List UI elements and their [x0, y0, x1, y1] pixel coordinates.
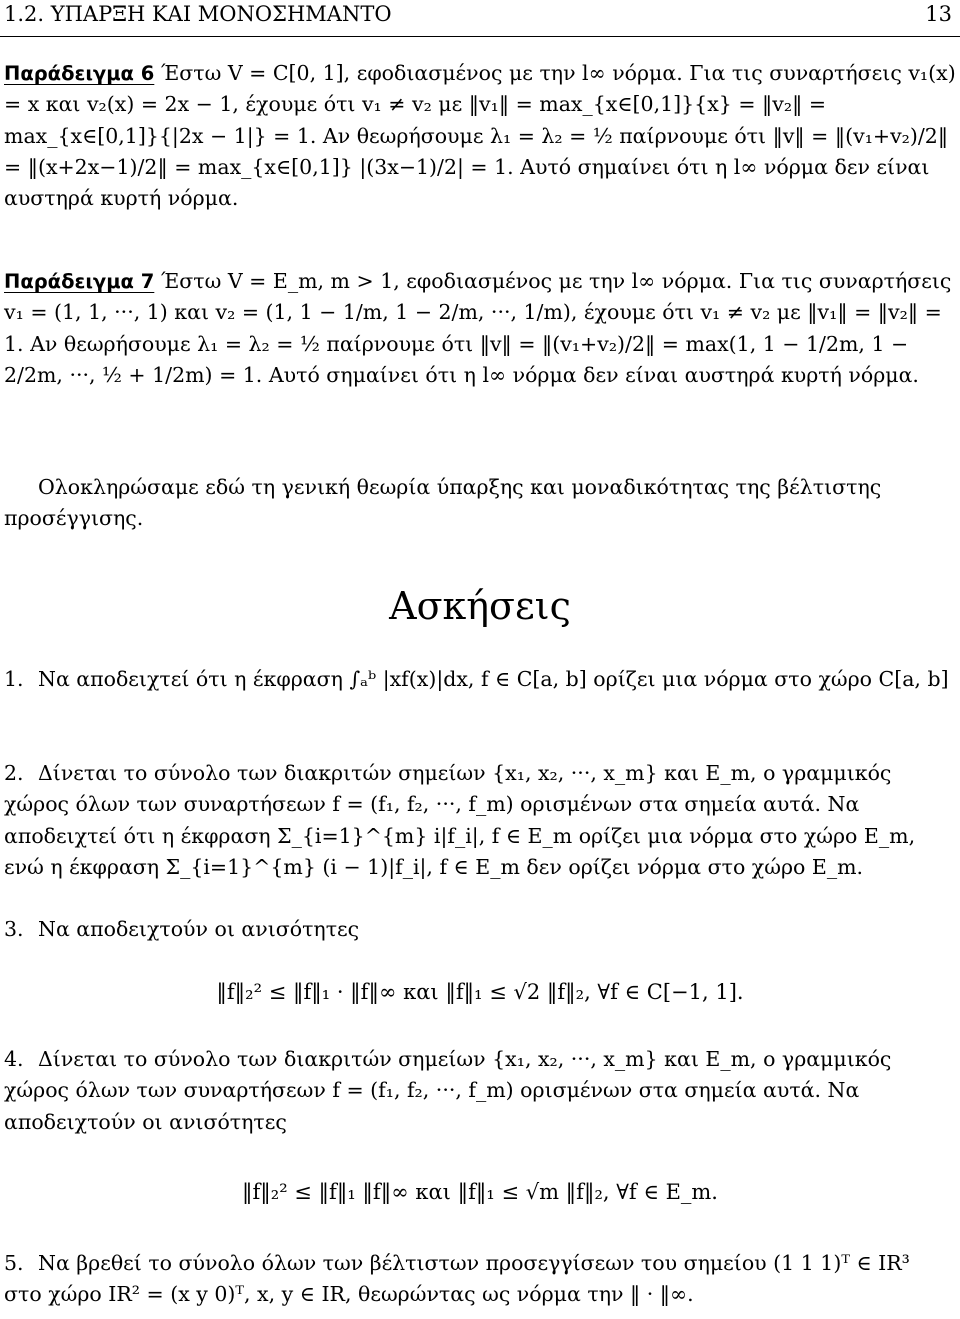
example-7-label: Παράδειγμα 7 — [4, 270, 155, 293]
header-rule — [0, 36, 960, 37]
page-number: 13 — [925, 2, 952, 26]
exercise-3-inequalities: ‖f‖₂² ≤ ‖f‖₁ · ‖f‖∞ και ‖f‖₁ ≤ √2 ‖f‖₂, ∀f ∈ C[−1, 1]. — [216, 980, 744, 1004]
exercise-number: 3. — [4, 917, 24, 941]
exercises-heading: Ασκήσεις — [389, 584, 571, 628]
example-7 — [4, 266, 956, 391]
exercise-number: 5. — [4, 1251, 24, 1275]
exercise-4-inequalities: ‖f‖₂² ≤ ‖f‖₁ ‖f‖∞ και ‖f‖₁ ≤ √m ‖f‖₂, ∀f ∈ E_m. — [242, 1180, 718, 1204]
exercise-2 — [4, 758, 954, 883]
exercise-4 — [4, 1044, 954, 1138]
exercise-5 — [4, 1248, 954, 1311]
conclusion-paragraph: Ολοκληρώσαμε εδώ τη γενική θεωρία ύπαρξης και μοναδικότητας της βέλτιστης προσέγγισης. — [4, 475, 882, 531]
exercise-text: Δίνεται το σύνολο των διακριτών σημείων {x₁, x₂, ···, x_m} και E_m, ο γραμμικός χώρος όλων των συναρτήσεων f = (f₁, f₂, ···, f_m) ορισμένων στα σημεία αυτά. Να αποδειχτούν οι ανισότητες — [4, 1047, 892, 1134]
exercise-3 — [4, 914, 954, 945]
section-title: 1.2. ΥΠΑΡΞΗ ΚΑΙ ΜΟΝΟΣΗΜΑΝΤΟ — [4, 2, 392, 26]
exercise-number: 2. — [4, 761, 24, 785]
exercise-number: 1. — [4, 667, 24, 691]
exercise-number: 4. — [4, 1047, 24, 1071]
example-7-text: Έστω V = E_m, m > 1, εφοδιασμένος με την l∞ νόρμα. Για τις συναρτήσεις v₁ = (1, 1, ···, 1) και v₂ = (1, 1 − 1/m, 1 − 2/m, ···, 1/m), έχουμε ότι v₁ ≠ v₂ με ‖v₁‖ = ‖v₂‖ = 1. Αν θεωρήσουμε λ₁ = λ₂ = ½ παίρνουμε ότι ‖v‖ = ‖(v₁+v₂)/2‖ = max(1, 1 − 1/2m, 1 − 2/2m, ···, ½ + 1/2m) = 1. Αυτό σημαίνει ότι η l∞ νόρμα δεν είναι αυστηρά κυρτή νόρμα. — [4, 269, 952, 387]
example-6-label: Παράδειγμα 6 — [4, 62, 155, 85]
exercise-text: Να βρεθεί το σύνολο όλων των βέλτιστων προσεγγίσεων του σημείου (1 1 1)ᵀ ∈ IR³ στο χώρο IR² = (x y 0)ᵀ, x, y ∈ IR, θεωρώντας ως νόρμα την ‖ · ‖∞. — [4, 1251, 910, 1307]
example-6 — [4, 58, 956, 214]
running-header — [4, 2, 952, 32]
exercise-text: Δίνεται το σύνολο των διακριτών σημείων {x₁, x₂, ···, x_m} και E_m, ο γραμμικός χώρος όλων των συναρτήσεων f = (f₁, f₂, ···, f_m) ορισμένων στα σημεία αυτά. Να αποδειχτεί ότι η έκφραση Σ_{i=1}^{m} i|f_i|, f ∈ E_m ορίζει μια νόρμα στο χώρο E_m, ενώ η έκφραση Σ_{i=1}^{m} (i − 1)|f_i|, f ∈ E_m δεν ορίζει νόρμα στο χώρο E_m. — [4, 761, 916, 879]
exercise-text: Να αποδειχτεί ότι η έκφραση ∫ₐᵇ |xf(x)|dx, f ∈ C[a, b] ορίζει μια νόρμα στο χώρο C[a, b] — [38, 667, 949, 691]
example-6-text: Έστω V = C[0, 1], εφοδιασμένος με την l∞ νόρμα. Για τις συναρτήσεις v₁(x) = x και v₂(x) = 2x − 1, έχουμε ότι v₁ ≠ v₂ με ‖v₁‖ = max_{x∈[0,1]}{x} = ‖v₂‖ = max_{x∈[0,1]}{|2x − 1|} = 1. Αν θεωρήσουμε λ₁ = λ₂ = ½ παίρνουμε ότι ‖v‖ = ‖(v₁+v₂)/2‖ = ‖(x+2x−1)/2‖ = max_{x∈[0,1]} |(3x−1)/2| = 1. Αυτό σημαίνει ότι η l∞ νόρμα δεν είναι αυστηρά κυρτή νόρμα. — [4, 61, 956, 211]
exercise-text: Να αποδειχτούν οι ανισότητες — [38, 917, 360, 941]
exercise-1 — [4, 664, 954, 695]
